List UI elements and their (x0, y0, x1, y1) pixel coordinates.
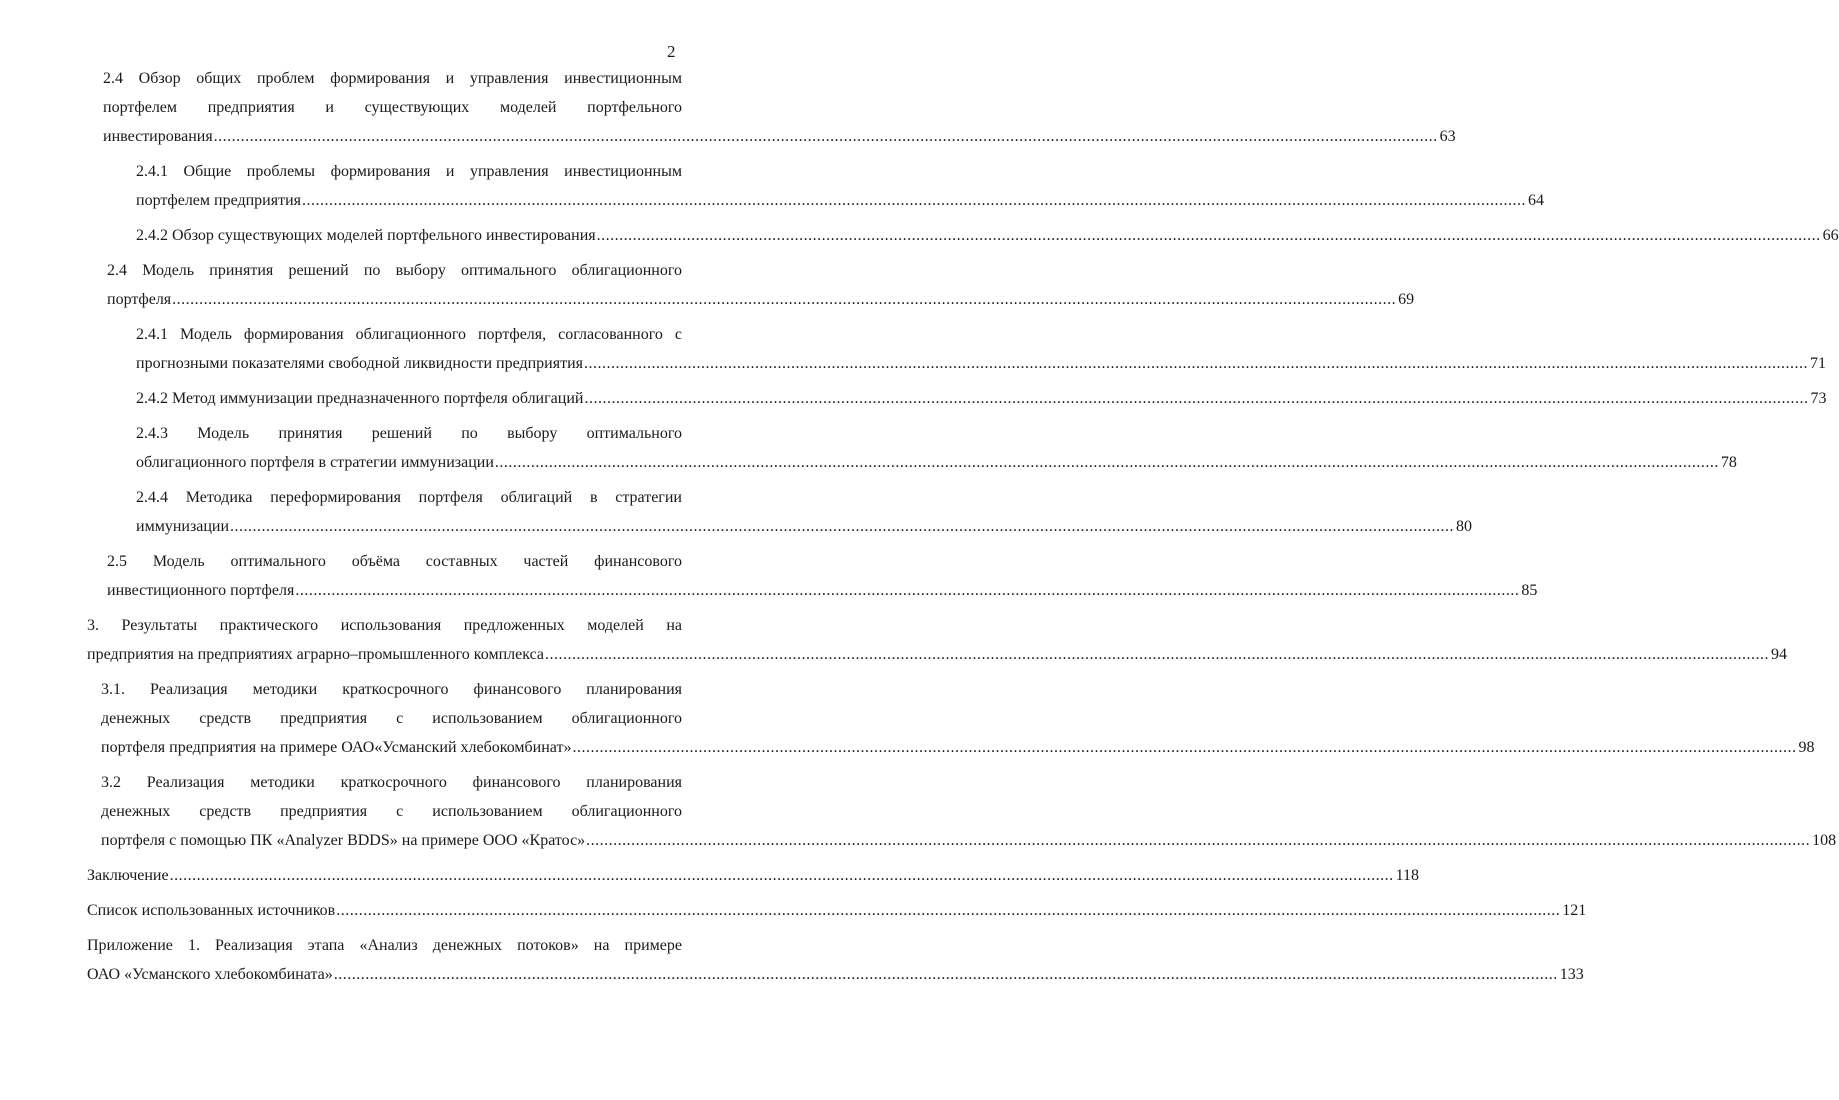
leader-dots: ................................................................................................................................................................................................................................................................................ (302, 192, 1527, 209)
toc-line: Приложение 1. Реализация этапа «Анализ денежных потоков» на примере (87, 937, 682, 954)
toc-line: 2.5 Модель оптимального объёма составных частей финансового (107, 553, 682, 570)
toc-page-number: 108 (1812, 832, 1837, 849)
leader-dots: ................................................................................................................................................................................................................................................................................ (545, 646, 1770, 663)
toc-line: Список использованных источников (87, 902, 336, 919)
toc-line: 2.4.2 Метод иммунизации предназначенного портфеля облигаций (136, 390, 584, 407)
toc-page-number: 66 (1822, 227, 1839, 244)
toc-page-number: 133 (1559, 966, 1584, 983)
leader-dots: ................................................................................................................................................................................................................................................................................ (572, 739, 1797, 756)
toc-line: денежных средств предприятия с использованием облигационного (101, 710, 682, 727)
toc-entry-2-4-4-reformation-method (136, 483, 1473, 541)
toc-entry-3-2-kratos (101, 768, 1837, 855)
leader-dots: ................................................................................................................................................................................................................................................................................ (230, 518, 1455, 535)
toc-entry-appendix-1 (87, 931, 1584, 989)
leader-dots: ................................................................................................................................................................................................................................................................................ (336, 902, 1561, 919)
toc-page-number: 71 (1810, 355, 1827, 372)
toc-line: 2.4.4 Методика переформирования портфеля облигаций в стратегии (136, 489, 682, 506)
table-of-contents (87, 64, 1839, 995)
toc-entry-2-4-1-general-problems (136, 157, 1545, 215)
toc-entry-2-4-3-decision-model-immunization (136, 419, 1737, 477)
toc-line: 2.4.2 Обзор существующих моделей портфельного инвестирования (136, 227, 596, 244)
toc-entry-2-4-2-existing-models (136, 221, 1839, 250)
toc-entry-2-4-decision-model (107, 256, 1415, 314)
toc-line: прогнозными показателями свободной ликвидности предприятия (136, 355, 584, 372)
toc-line: портфелем предприятия (136, 192, 302, 209)
toc-entry-2-4-1-bond-portfolio-model (136, 320, 1827, 378)
toc-line: портфеля (107, 291, 172, 308)
toc-page-number: 85 (1521, 582, 1538, 599)
toc-line: 2.4.3 Модель принятия решений по выбору оптимального (136, 425, 682, 442)
toc-line: Заключение (87, 867, 169, 884)
toc-line: 3. Результаты практического использования предложенных моделей на (87, 617, 682, 634)
toc-line: 2.4 Обзор общих проблем формирования и управления инвестиционным (103, 70, 682, 87)
toc-line: иммунизации (136, 518, 230, 535)
toc-line: 3.1. Реализация методики краткосрочного финансового планирования (101, 681, 682, 698)
toc-line: денежных средств предприятия с использованием облигационного (101, 803, 682, 820)
leader-dots: ................................................................................................................................................................................................................................................................................ (169, 867, 1394, 884)
toc-page-number: 94 (1771, 646, 1788, 663)
toc-line: облигационного портфеля в стратегии иммунизации (136, 454, 494, 471)
leader-dots: ................................................................................................................................................................................................................................................................................ (172, 291, 1397, 308)
toc-line: 3.2 Реализация методики краткосрочного финансового планирования (101, 774, 682, 791)
page-number: 2 (667, 42, 676, 61)
toc-entry-2-4-overview (103, 64, 1456, 151)
leader-dots: ................................................................................................................................................................................................................................................................................ (584, 355, 1809, 372)
toc-line: портфелем предприятия и существующих моделей портфельного (103, 99, 682, 116)
toc-page-number: 64 (1528, 192, 1545, 209)
toc-page-number: 78 (1720, 454, 1737, 471)
toc-line: 2.4.1 Модель формирования облигационного портфеля, согласованного с (136, 326, 682, 343)
toc-line: портфеля предприятия на примере ОАО«Усманский хлебокомбинат» (101, 739, 572, 756)
toc-page-number: 121 (1562, 902, 1587, 919)
leader-dots: ................................................................................................................................................................................................................................................................................ (584, 390, 1809, 407)
toc-line: предприятия на предприятиях аграрно–промышленного комплекса (87, 646, 545, 663)
toc-entry-3-1-usman (101, 675, 1815, 762)
toc-line: 2.4 Модель принятия решений по выбору оптимального облигационного (107, 262, 682, 279)
toc-entry-references (87, 896, 1587, 925)
toc-line: инвестиционного портфеля (107, 582, 295, 599)
toc-line: 2.4.1 Общие проблемы формирования и управления инвестиционным (136, 163, 682, 180)
toc-page-number: 98 (1798, 739, 1815, 756)
toc-entry-2-4-2-immunization-method (136, 384, 1827, 413)
toc-page-number: 80 (1456, 518, 1473, 535)
leader-dots: ................................................................................................................................................................................................................................................................................ (295, 582, 1520, 599)
toc-page-number: 63 (1439, 128, 1456, 145)
leader-dots: ................................................................................................................................................................................................................................................................................ (586, 832, 1811, 849)
toc-page-number: 73 (1810, 390, 1827, 407)
toc-entry-conclusion (87, 861, 1419, 890)
leader-dots: ................................................................................................................................................................................................................................................................................ (494, 454, 1719, 471)
toc-line: портфеля с помощью ПК «Analyzer BDDS» на примере ООО «Кратос» (101, 832, 586, 849)
toc-page-number: 69 (1398, 291, 1415, 308)
leader-dots: ................................................................................................................................................................................................................................................................................ (596, 227, 1821, 244)
toc-entry-3-results (87, 611, 1788, 669)
toc-page-number: 118 (1395, 867, 1419, 884)
toc-line: инвестирования (103, 128, 213, 145)
leader-dots: ................................................................................................................................................................................................................................................................................ (333, 966, 1558, 983)
leader-dots: ................................................................................................................................................................................................................................................................................ (213, 128, 1438, 145)
toc-line: ОАО «Усманского хлебокомбината» (87, 966, 333, 983)
toc-entry-2-5-optimal-volume (107, 547, 1538, 605)
